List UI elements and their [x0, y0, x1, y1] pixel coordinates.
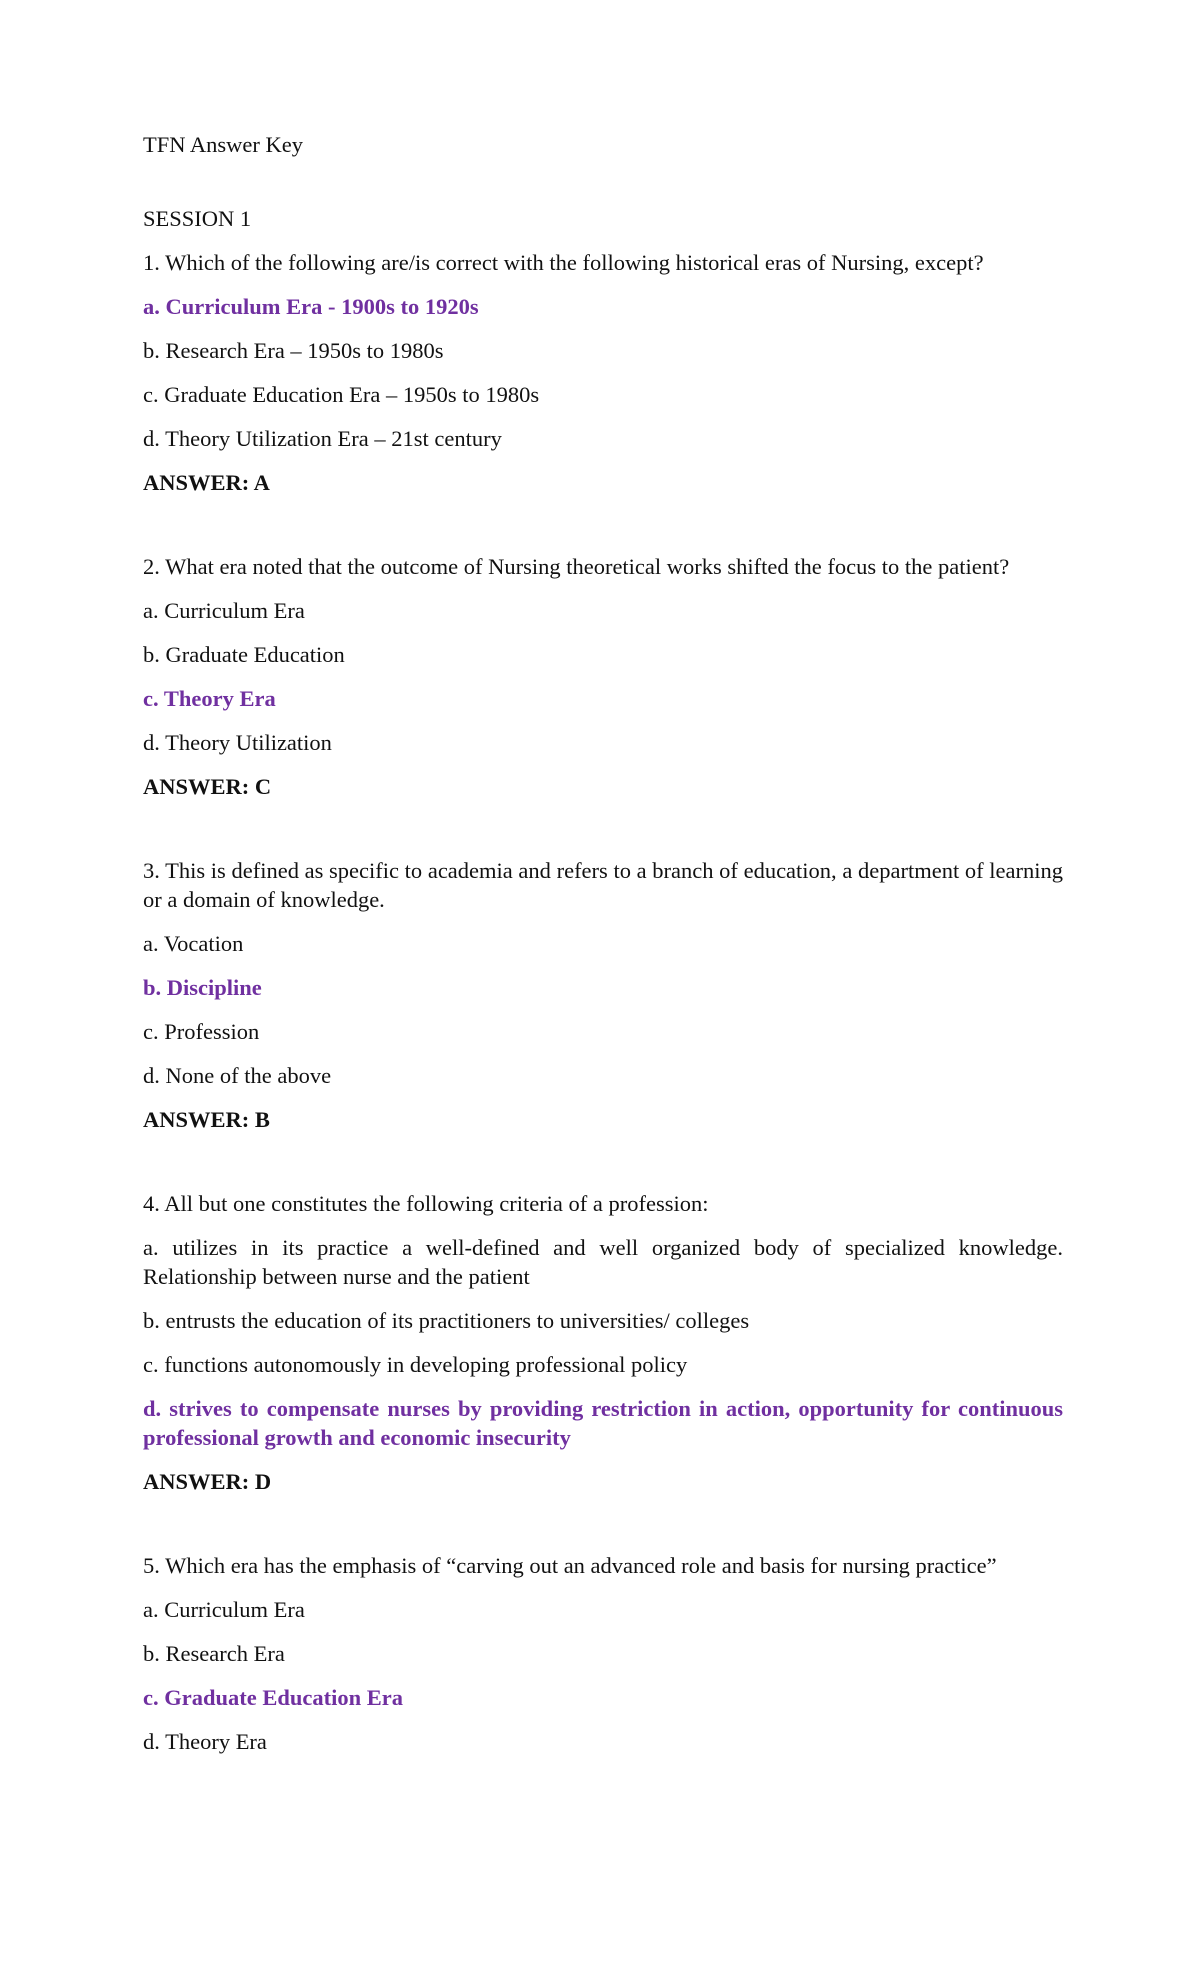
option-a-correct: a. Curriculum Era - 1900s to 1920s: [143, 294, 479, 319]
document-page: [143, 130, 1063, 1810]
option-b: b. Research Era – 1950s to 1980s: [143, 338, 444, 363]
option-b: b. entrusts the education of its practitioners to universities/ colleges: [143, 1308, 750, 1333]
option-d: d. Theory Utilization: [143, 730, 332, 755]
question-1: [143, 248, 1063, 498]
answer-label: ANSWER: D: [143, 1469, 272, 1494]
option-d: d. None of the above: [143, 1063, 332, 1088]
answer-label: ANSWER: C: [143, 774, 272, 799]
question-text: 2. What era noted that the outcome of Nursing theoretical works shifted the focus to the patient?: [143, 554, 1010, 579]
option-a: a. utilizes in its practice a well-defined and well organized body of specialized knowledge. Relationship between nurse and the patient: [143, 1235, 1063, 1289]
question-text: 1. Which of the following are/is correct with the following historical eras of Nursing, except?: [143, 250, 984, 275]
question-text: 5. Which era has the emphasis of “carving out an advanced role and basis for nursing practice”: [143, 1553, 997, 1578]
option-c-correct: c. Graduate Education Era: [143, 1685, 404, 1710]
question-text: 3. This is defined as specific to academia and refers to a branch of education, a department of learning or a domain of knowledge.: [143, 858, 1063, 912]
option-a: a. Curriculum Era: [143, 1597, 305, 1622]
question-2: [143, 552, 1063, 802]
answer-label: ANSWER: A: [143, 470, 270, 495]
answer-label: ANSWER: B: [143, 1107, 270, 1132]
option-c-correct: c. Theory Era: [143, 686, 276, 711]
option-d: d. Theory Era: [143, 1729, 267, 1754]
option-b: b. Research Era: [143, 1641, 285, 1666]
option-d: d. Theory Utilization Era – 21st century: [143, 426, 502, 451]
question-4: [143, 1189, 1063, 1497]
session-heading: SESSION 1: [143, 206, 252, 231]
option-d-correct: d. strives to compensate nurses by providing restriction in action, opportunity for continuous professional growth and economic insecurity: [143, 1396, 1063, 1450]
option-b: b. Graduate Education: [143, 642, 345, 667]
question-5: [143, 1551, 1063, 1756]
option-c: c. Graduate Education Era – 1950s to 1980s: [143, 382, 540, 407]
option-c: c. functions autonomously in developing professional policy: [143, 1352, 688, 1377]
question-text: 4. All but one constitutes the following criteria of a profession:: [143, 1191, 709, 1216]
question-3: [143, 856, 1063, 1135]
option-a: a. Vocation: [143, 931, 244, 956]
option-c: c. Profession: [143, 1019, 260, 1044]
option-a: a. Curriculum Era: [143, 598, 305, 623]
option-b-correct: b. Discipline: [143, 975, 262, 1000]
document-title: TFN Answer Key: [143, 132, 303, 157]
